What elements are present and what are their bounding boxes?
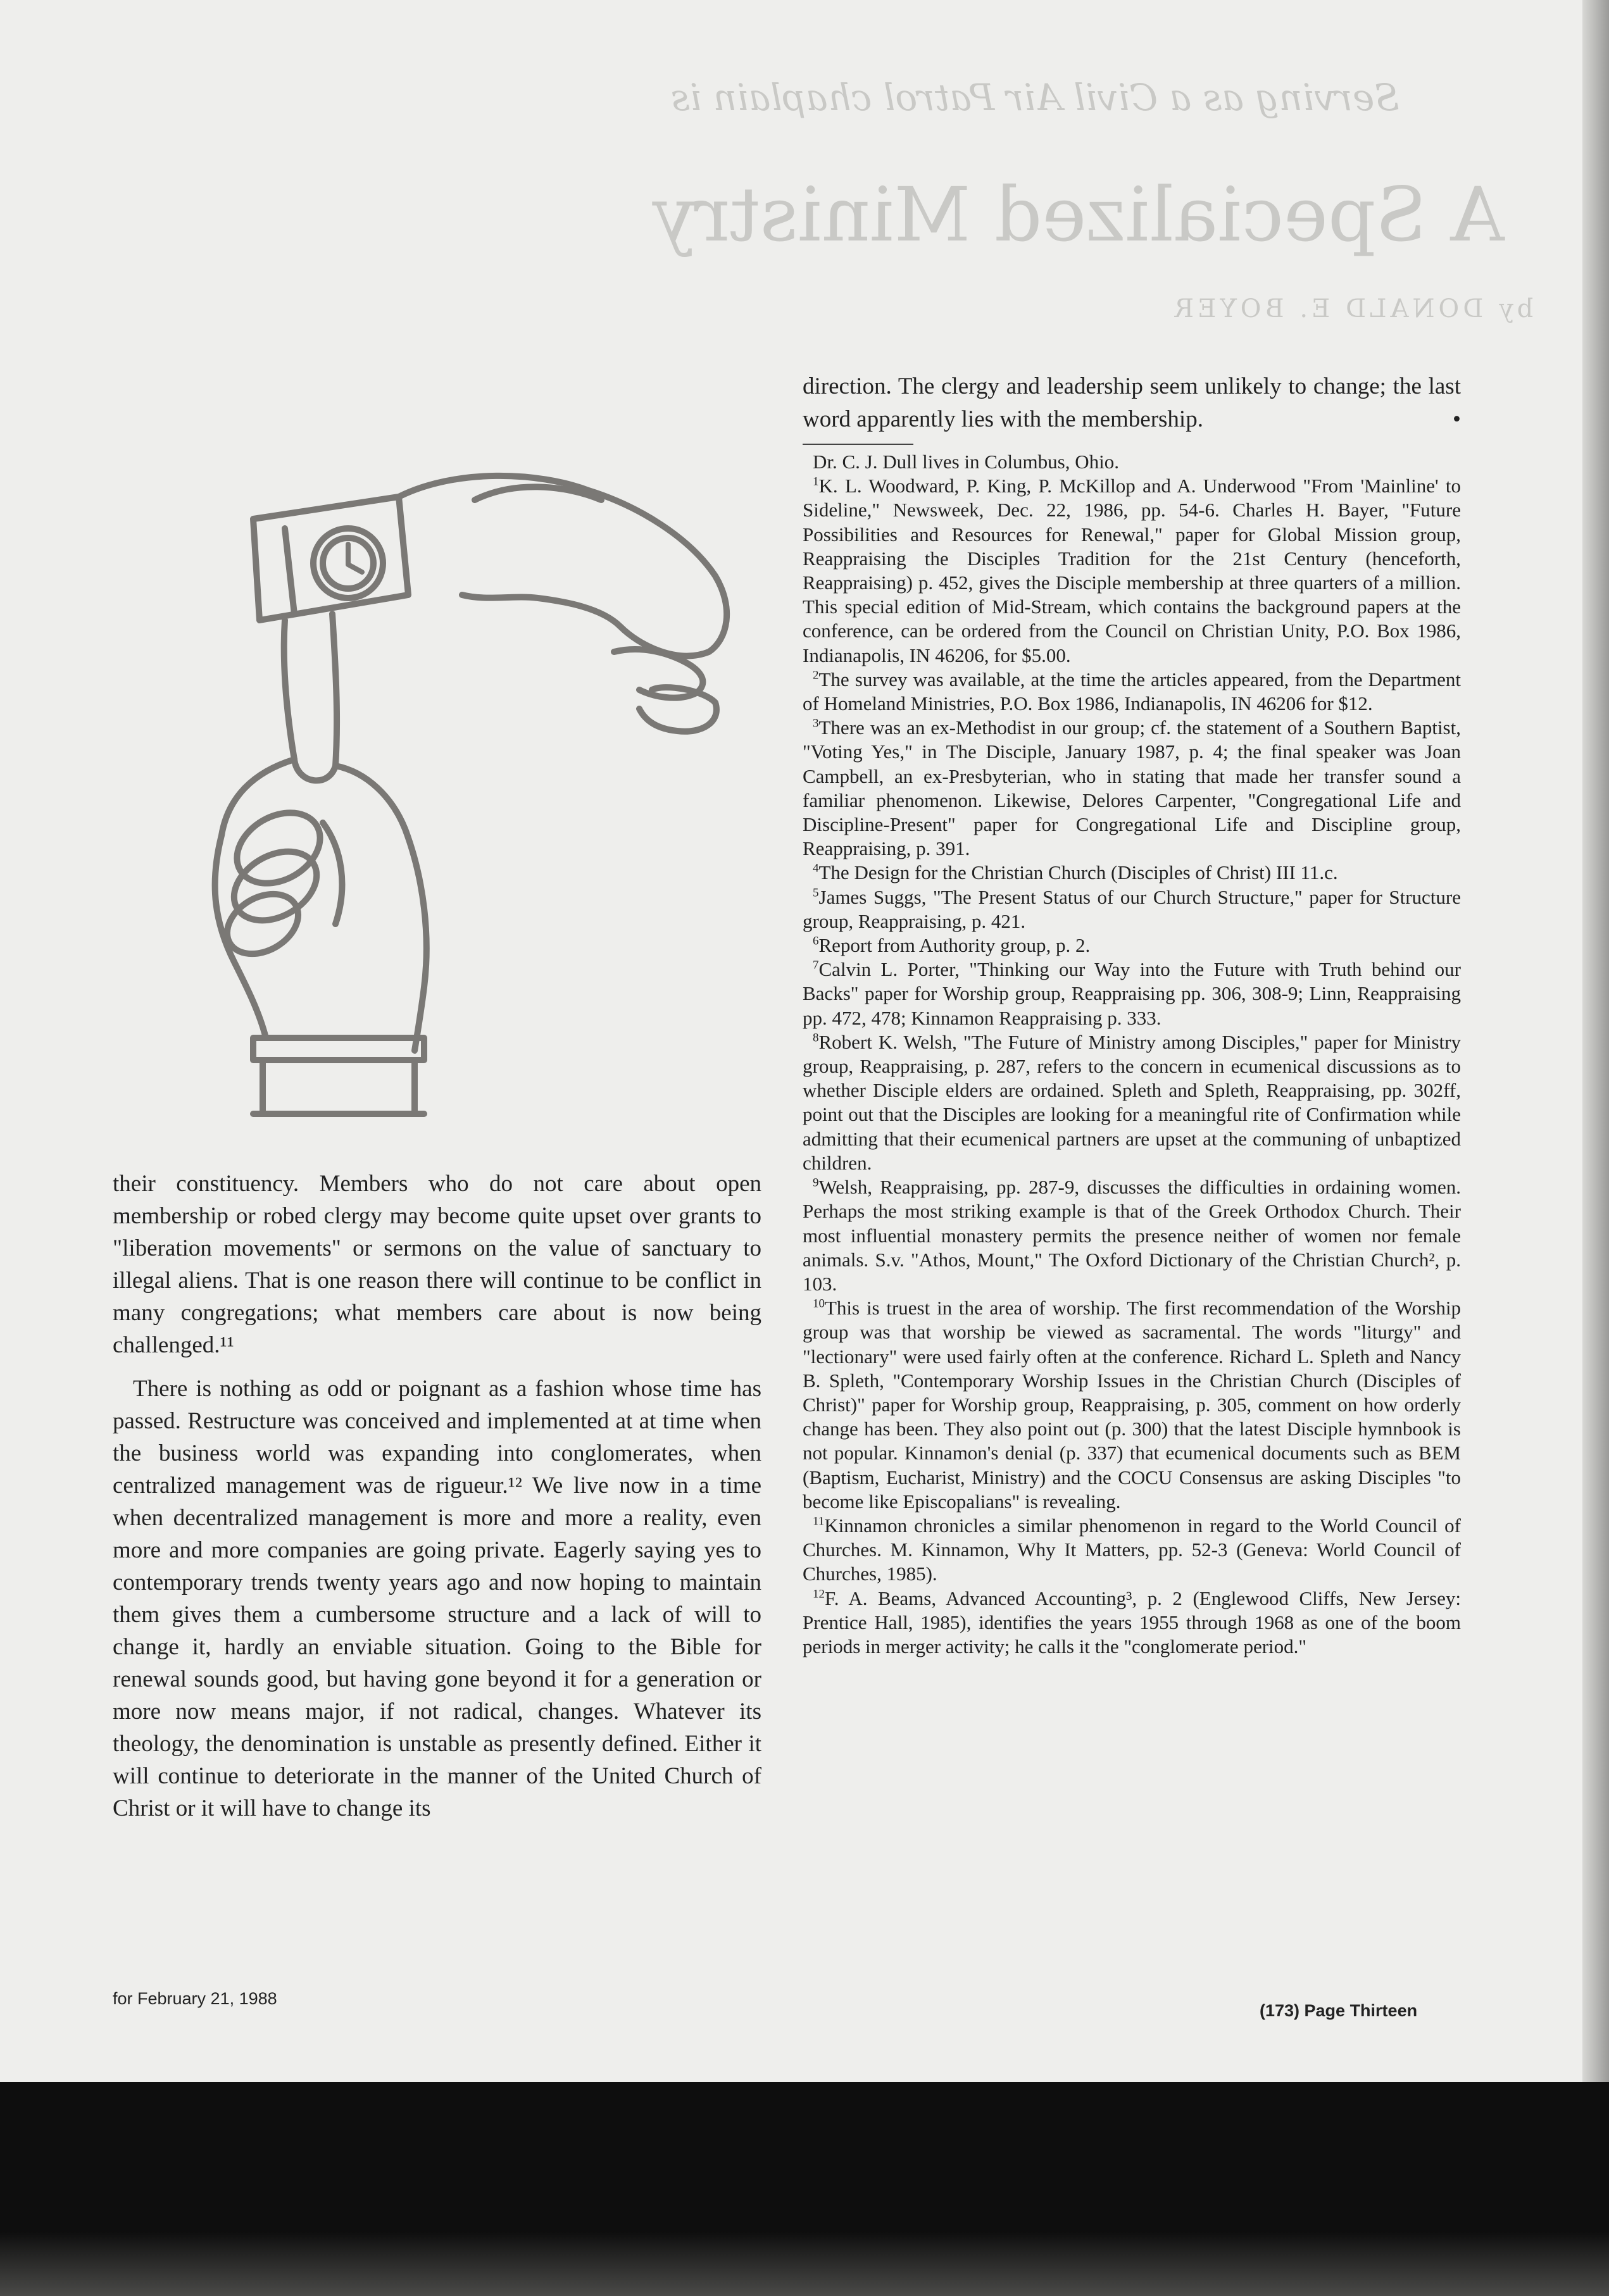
note-text: The Design for the Christian Church (Disciples of Christ) III 11.c. — [818, 861, 1338, 884]
note-number: 4 — [813, 862, 819, 876]
bleed-through-title: A Specialized Ministry — [652, 171, 1505, 258]
lead-paragraph-text: direction. The clergy and leadership seem unlikely to change; the last word apparently lies with the membership. — [803, 373, 1461, 432]
footnote-10 — [803, 1296, 1461, 1514]
footer-date: for February 21, 1988 — [113, 1989, 277, 2008]
note-number: 10 — [813, 1297, 825, 1311]
bleed-through-byline: by DONALD E. BOYER — [1171, 294, 1534, 323]
note-text: Welsh, Reappraising, pp. 287-9, discusses the difficulties in ordaining women. Perhaps the most striking example is that of the Greek Orthodox Church. Their most influential monastery permits the presence neither of women nor female animals. S.v. "Athos, Mount," The Oxford Dictionary of the Christian Church², p. 103. — [803, 1176, 1461, 1295]
scan-background — [0, 2082, 1609, 2296]
footnote-7 — [803, 958, 1461, 1030]
footnote-1 — [803, 474, 1461, 668]
note-text: Kinnamon chronicles a similar phenomenon in regard to the World Council of Churches. M. Kinnamon, Why It Matters, pp. 52-3 (Geneva: World Council of Churches, 1985). — [803, 1514, 1461, 1585]
footnote-9 — [803, 1175, 1461, 1296]
note-text: Dr. C. J. Dull lives in Columbus, Ohio. — [813, 451, 1119, 473]
author-note — [803, 450, 1461, 474]
note-number: 11 — [813, 1514, 825, 1528]
note-text: There was an ex-Methodist in our group; cf. the statement of a Southern Baptist, "Voting Yes," in The Disciple, January 1987, p. 4; the final speaker was Joan Campbell, an ex-Presbyterian, who in stating that made her transfer sound a familiar phenomenon. Likewise, Delores Carpenter, "Congregational Life and Discipline-Present" paper for Congregational Life and Discipline group, Reappraising, p. 391. — [803, 716, 1461, 860]
footnote-8 — [803, 1030, 1461, 1175]
footnote-4 — [803, 861, 1461, 885]
body-paragraph: their constituency. Members who do not care about open membership or robed clergy may become quite upset over grants to "liberation movements" or sermons on the value of sanctuary to illegal aliens. That is one reason there will continue to be conflict in many congregations; what members care about is now being challenged.¹¹ — [113, 1171, 761, 1358]
footnote-rule — [803, 444, 913, 445]
footnote-12 — [803, 1587, 1461, 1659]
footnote-6 — [803, 933, 1461, 958]
note-number: 6 — [813, 934, 819, 948]
note-text: Robert K. Welsh, "The Future of Ministry among Disciples," paper for Ministry group, Reappraising, p. 287, refers to the concern in ecumenical discussions as to whether Disciple elders are ordained. Spleth and Spleth, Reappraising, pp. 302ff, point out that the Disciples are looking for a meaningful rite of Confirmation while admitting that their ecumenical partners are upset at the communing of unbaptized children. — [803, 1030, 1461, 1174]
footnote-5 — [803, 885, 1461, 933]
note-number: 5 — [813, 886, 819, 900]
note-text: Calvin L. Porter, "Thinking our Way into the Future with Truth behind our Backs" paper for Worship group, Reappraising pp. 306, 308-9; Linn, Reappraising pp. 472, 478; Kinnamon Reappraising p. 333. — [803, 958, 1461, 1029]
lead-paragraph — [803, 370, 1461, 436]
note-text: K. L. Woodward, P. King, P. McKillop and A. Underwood "From 'Mainline' to Sideline," Newsweek, Dec. 22, 1986, pp. 54-6. Charles H. Bayer, "Future Possibilities and Resources for Renewal," paper for Global Mission group, Reappraising the Disciples Tradition for the 21st Century (henceforth, Reappraising) p. 452, gives the Disciple membership at three quarters of a million. This special edition of Mid-Stream, which contains the background papers at the conference, can be ordered from the Council on Christian Unity, P.O. Box 1986, Indianapolis, IN 46206, for $5.00. — [803, 475, 1461, 666]
right-column — [803, 370, 1461, 1659]
footer-page-number: (173) Page Thirteen — [1260, 2001, 1418, 2020]
body-paragraph: There is nothing as odd or poignant as a fashion whose time has passed. Restructure was conceived and implemented at at time when the business world was expanding into conglomerates, when centralized management was de rigueur.¹² We live now in a time when decentralized management is more and more a reality, even more and more companies are going private. Eagerly saying yes to contemporary trends twenty years ago and now hoping to maintain them gives them a cumbersome structure and a lack of will to change it, hardly an enviable situation. Going to the Bible for renewal sounds good, but having gone beyond it for a generation or more now means major, if not radical, changes. Whatever its theology, the denomination is unstable as presently defined. Either it will continue to deteriorate in the manner of the United Church of Christ or it will have to change its — [113, 1376, 761, 1821]
note-text: The survey was available, at the time the articles appeared, from the Department of Homeland Ministries, P.O. Box 1986, Indianapolis, IN 46206 for $12. — [803, 668, 1461, 715]
left-column — [113, 1168, 761, 1825]
note-number: 7 — [813, 958, 819, 972]
note-text: James Suggs, "The Present Status of our Church Structure," paper for Structure group, Reappraising, p. 421. — [803, 885, 1461, 932]
note-number: 12 — [813, 1587, 825, 1601]
end-bullet: • — [1453, 406, 1461, 432]
note-number: 1 — [813, 475, 819, 489]
note-text: F. A. Beams, Advanced Accounting³, p. 2 (Englewood Cliffs, New Jersey: Prentice Hall, 1985), identifies the years 1955 through 1968 as one of the boom periods in merger activity; he calls it the "conglomerate period." — [803, 1587, 1461, 1657]
footnote-11 — [803, 1514, 1461, 1587]
footnote-3 — [803, 716, 1461, 861]
note-number: 2 — [813, 668, 819, 682]
note-number: 9 — [813, 1176, 819, 1190]
note-text: This is truest in the area of worship. The first recommendation of the Worship group was that worship be viewed as sacramental. The words "liturgy" and "lectionary" were used fairly often at the conference. Richard L. Spleth and Nancy B. Spleth, "Contemporary Worship Issues in the Christian Church (Disciples of Christ)" paper for Worship group, Reappraising, p. 305, comment on how orderly change has been. They also point out (p. 300) that the latest Disciple hymnbook is not popular. Kinnamon's denial (p. 337) that ecumenical documents such as BEM (Baptism, Eucharist, Ministry) and the COCU Consensus are asking Disciples "to become like Episcopalians" is revealing. — [803, 1297, 1461, 1513]
footnote-2 — [803, 668, 1461, 716]
note-text: Report from Authority group, p. 2. — [818, 934, 1091, 957]
note-number: 8 — [813, 1031, 819, 1045]
bleed-through-subtitle: Serving as a Civil Air Patrol chaplain is — [671, 76, 1399, 119]
hand-and-clock-illustration — [158, 443, 817, 1133]
note-number: 3 — [813, 716, 819, 730]
page-edge-shadow — [1582, 0, 1609, 2082]
